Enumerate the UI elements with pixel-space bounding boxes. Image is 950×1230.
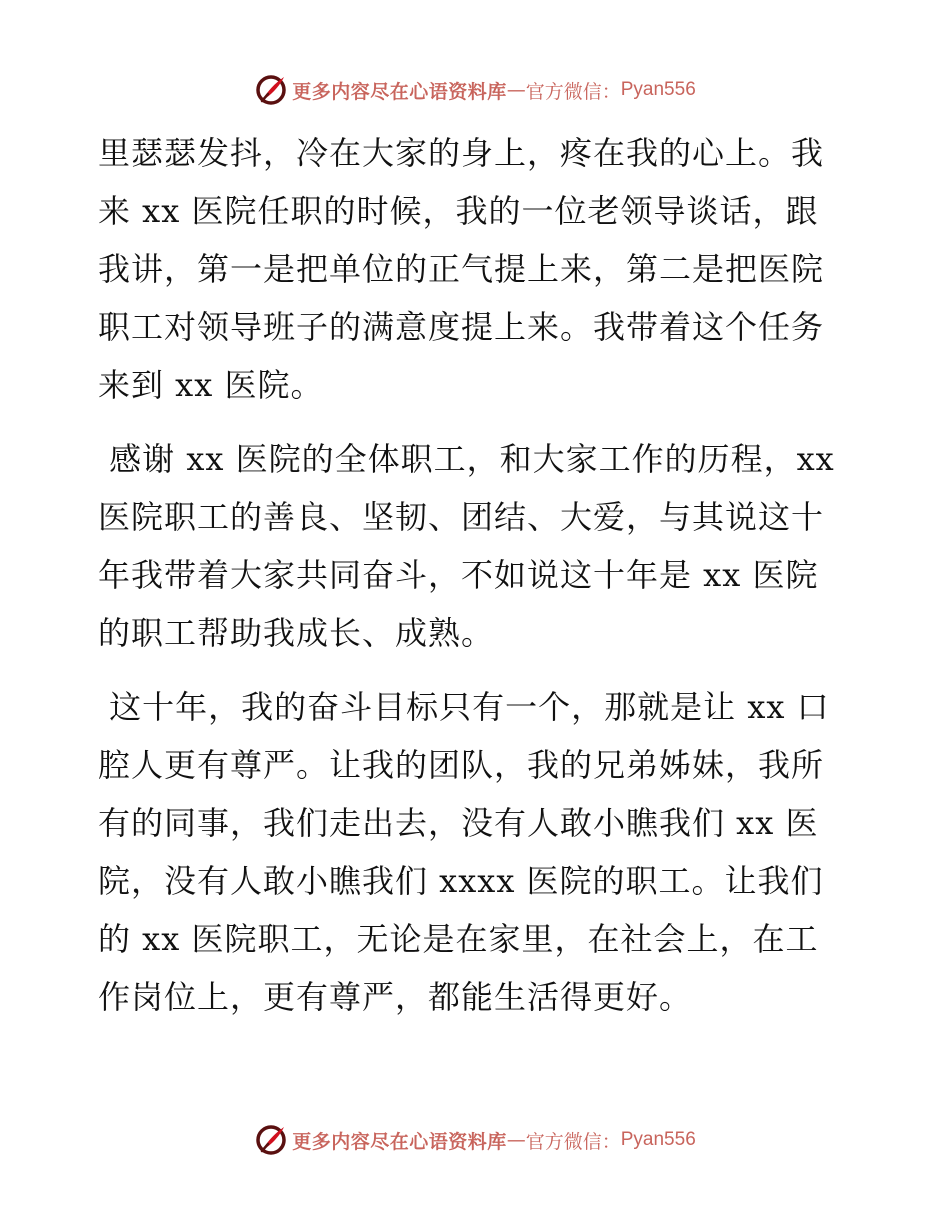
text-line: 作岗位上，更有尊严，都能生活得更好。 — [98, 978, 693, 1016]
text-line: 里瑟瑟发抖，冷在大家的身上，疼在我的心上。我 — [98, 134, 825, 172]
banner-wechat-label: 官方微信： — [525, 1130, 621, 1153]
footer-banner — [0, 1118, 950, 1162]
banner-wechat-label: 官方微信： — [525, 80, 621, 103]
text-line: 医院职工的善良、坚韧、团结、大爱，与其说这十 — [98, 498, 825, 536]
feather-pen-logo-icon — [254, 73, 288, 107]
text-line: 来 xx 医院任职的时候，我的一位老领导谈话，跟 — [98, 192, 819, 230]
header-banner — [0, 68, 950, 112]
banner-separator: — — [506, 79, 526, 101]
text-line: 年我带着大家共同奋斗，不如说这十年是 xx 医院 — [98, 556, 819, 594]
text-line: 感谢 xx 医院的全体职工，和大家工作的历程，xx — [98, 440, 835, 478]
text-line: 院，没有人敢小瞧我们 xxxx 医院的职工。让我们 — [98, 862, 824, 900]
text-line: 腔人更有尊严。让我的团队，我的兄弟姊妹，我所 — [98, 746, 825, 784]
text-line: 这十年，我的奋斗目标只有一个，那就是让 xx 口 — [98, 688, 830, 726]
banner-main-text: 更多内容尽在心语资料库 — [292, 1130, 507, 1153]
text-line: 的 xx 医院职工，无论是在家里，在社会上，在工 — [98, 920, 819, 958]
text-line: 有的同事，我们走出去，没有人敢小瞧我们 xx 医 — [98, 804, 819, 842]
paragraph — [98, 678, 850, 1026]
paragraph — [98, 124, 850, 414]
banner-main-text: 更多内容尽在心语资料库 — [292, 80, 507, 103]
text-line: 职工对领导班子的满意度提上来。我带着这个任务 — [98, 308, 825, 346]
document-body — [98, 124, 850, 1042]
banner-separator: — — [506, 1129, 526, 1151]
banner-wechat-id: Pyan556 — [620, 1129, 696, 1150]
banner-wechat-id: Pyan556 — [620, 79, 696, 100]
text-line: 的职工帮助我成长、成熟。 — [98, 614, 495, 652]
paragraph — [98, 430, 850, 662]
feather-pen-logo-icon — [254, 1123, 288, 1157]
text-line: 来到 xx 医院。 — [98, 366, 324, 404]
text-line: 我讲，第一是把单位的正气提上来，第二是把医院 — [98, 250, 825, 288]
